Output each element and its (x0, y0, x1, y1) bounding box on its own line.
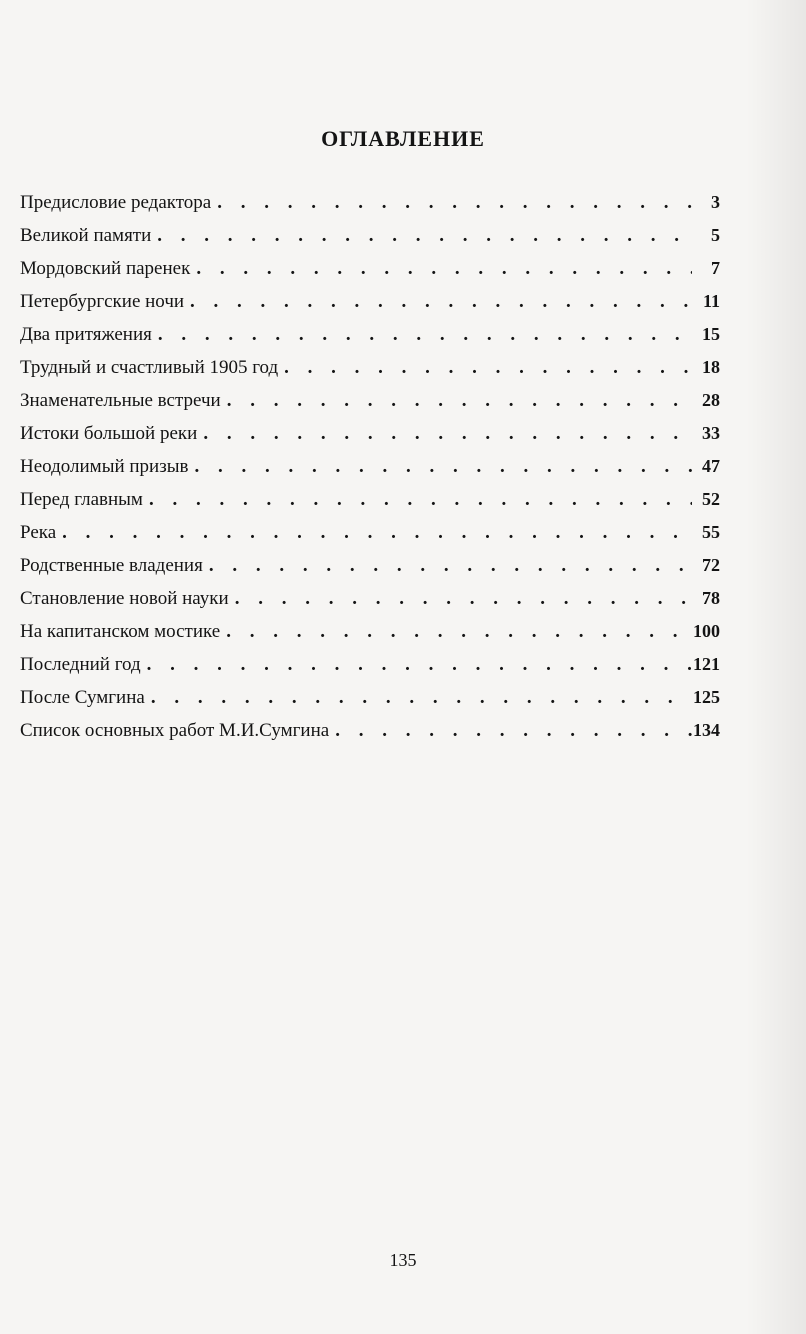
toc-entry-title: Знаменательные встречи (20, 390, 221, 411)
toc-entry-page: 125 (693, 687, 720, 707)
toc-entry-title: После Сумгина (20, 687, 145, 708)
toc-entry-title: Становление новой науки (20, 588, 229, 609)
toc-entry-title: Перед главным (20, 489, 143, 510)
dot-leader (278, 357, 692, 379)
dot-leader (197, 423, 692, 445)
toc-entry (20, 225, 720, 258)
toc-entry-page: 52 (702, 489, 720, 509)
toc-entry-title: Два притяжения (20, 324, 152, 345)
toc-entry (20, 357, 720, 390)
toc-entry-page: 100 (693, 621, 720, 641)
dot-leader (190, 258, 692, 280)
toc-entry (20, 324, 720, 357)
dot-leader (141, 654, 692, 676)
toc-entry-page: 28 (702, 390, 720, 410)
dot-leader (151, 225, 692, 247)
toc-entry (20, 588, 720, 621)
toc-entry (20, 456, 720, 489)
toc-entry-title: Мордовский паренек (20, 258, 191, 279)
toc-entry-title: Истоки большой реки (20, 423, 198, 444)
dot-leader (145, 687, 692, 709)
toc-entry (20, 390, 720, 423)
toc-entry-title: Великой памяти (20, 225, 152, 246)
dot-leader (152, 324, 692, 346)
toc-entry-page: 134 (693, 720, 720, 740)
toc-entry-page: 3 (711, 192, 720, 212)
toc-entry-page: 121 (693, 654, 720, 674)
toc-entry-title: Неодолимый призыв (20, 456, 189, 477)
toc-entry-title: Последний год (20, 654, 141, 675)
toc-entry-title: Петербургские ночи (20, 291, 185, 312)
dot-leader (203, 555, 692, 577)
toc-entry (20, 192, 720, 225)
toc-entry-page: 11 (702, 291, 720, 311)
dot-leader (188, 456, 692, 478)
toc-entry-page: 7 (711, 258, 720, 278)
dot-leader (221, 390, 692, 412)
toc-entry (20, 522, 720, 555)
toc-entry (20, 654, 720, 687)
toc-entry (20, 720, 720, 753)
toc-entry (20, 621, 720, 654)
toc-entry-page: 15 (702, 324, 720, 344)
toc-entry (20, 258, 720, 291)
table-of-contents (20, 192, 720, 753)
toc-entry-title: На капитанском мостике (20, 621, 221, 642)
toc-entry-page: 72 (702, 555, 720, 575)
toc-entry-page: 78 (702, 588, 720, 608)
dot-leader (184, 291, 692, 313)
dot-leader (211, 192, 692, 214)
toc-entry-page: 33 (702, 423, 720, 443)
toc-entry-page: 18 (702, 357, 720, 377)
toc-entry (20, 489, 720, 522)
dot-leader (229, 588, 692, 610)
page-title: ОГЛАВЛЕНИЕ (321, 126, 485, 151)
toc-entry-page: 55 (702, 522, 720, 542)
toc-entry-title: Река (20, 522, 57, 543)
toc-entry-page: 47 (702, 456, 720, 476)
toc-entry (20, 291, 720, 324)
dot-leader (143, 489, 692, 511)
toc-entry-title: Список основных работ М.И.Сумгина (20, 720, 330, 741)
toc-entry-title: Предисловие редактора (20, 192, 212, 213)
page-edge-shadow (746, 0, 806, 1334)
dot-leader (329, 720, 692, 742)
toc-entry-title: Трудный и счастливый 1905 год (20, 357, 279, 378)
toc-entry (20, 687, 720, 720)
page-number: 135 (389, 1250, 417, 1270)
toc-entry-title: Родственные владения (20, 555, 203, 576)
toc-entry-page: 5 (711, 225, 720, 245)
dot-leader (220, 621, 692, 643)
toc-entry (20, 423, 720, 456)
dot-leader (56, 522, 692, 544)
toc-entry (20, 555, 720, 588)
